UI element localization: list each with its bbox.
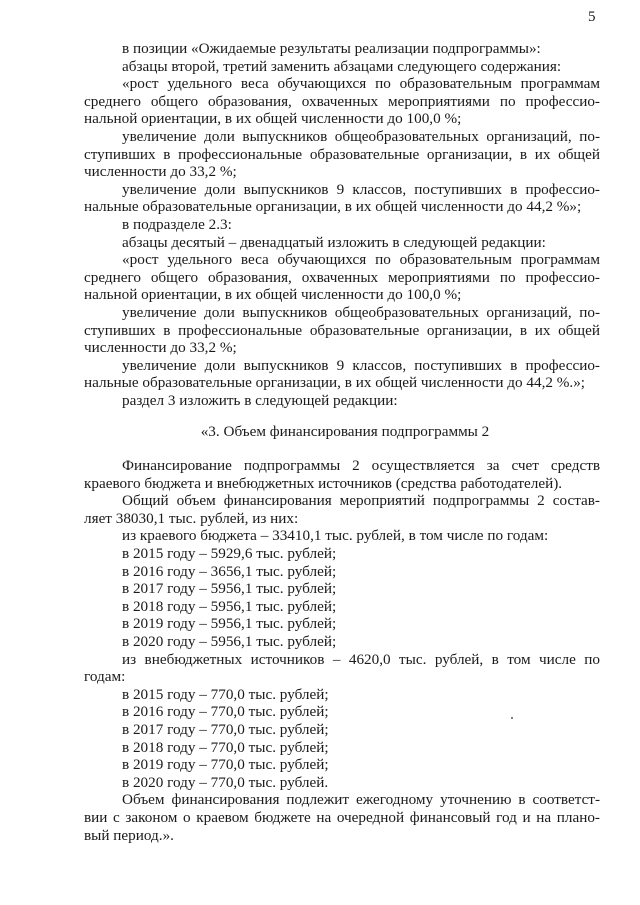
year-item: в 2018 году – 5956,1 тыс. рублей; (122, 597, 337, 615)
paragraph-line: численности до 33,2 %; (84, 339, 237, 357)
section-heading: «3. Объем финансирования подпрограммы 2 (200, 423, 490, 441)
page-number: 5 (588, 9, 596, 25)
paragraph: из краевого бюджета – 33410,1 тыс. рублей, в том числе по годам: (122, 527, 549, 545)
paragraph-line: годам: (84, 668, 126, 686)
paragraph-line: увеличение доли выпускников общеобразовательных организаций, по- (122, 303, 600, 321)
paragraph-line: ступивших в профессиональные образовательные организации, в их общей (84, 321, 600, 339)
paragraph-line: ступивших в профессиональные образовательные организации, в их общей (84, 145, 600, 163)
paragraph-line: увеличение доли выпускников 9 классов, поступивших в профессио- (122, 356, 600, 374)
paragraph-line: вии с законом о краевом бюджете на очередной финансовый год и на плано- (84, 808, 600, 826)
year-item: в 2019 году – 770,0 тыс. рублей; (122, 756, 329, 774)
paragraph-line: увеличение доли выпускников общеобразовательных организаций, по- (122, 127, 600, 145)
paragraph-line: ляет 38030,1 тыс. рублей, из них: (84, 509, 299, 527)
paragraph: в позиции «Ожидаемые результаты реализации подпрограммы»: (122, 40, 541, 57)
paragraph-line: увеличение доли выпускников 9 классов, поступивших в профессио- (122, 180, 600, 198)
scan-speck (511, 717, 513, 719)
regional-budget-years (84, 545, 600, 651)
year-item: в 2017 году – 770,0 тыс. рублей; (122, 720, 329, 738)
extra-budget-years (84, 686, 600, 792)
paragraph-line: краевого бюджета и внебюджетных источников (средства работодателей). (84, 474, 563, 492)
year-item: в 2015 году – 770,0 тыс. рублей; (122, 685, 329, 703)
paragraph-line: «рост удельного веса обучающихся по образовательным программам (122, 75, 600, 93)
document-body (84, 40, 600, 844)
paragraph-line: из внебюджетных источников – 4620,0 тыс. рублей, в том числе по (122, 650, 600, 668)
paragraph-line: вый период.». (84, 826, 174, 844)
paragraph-line: Финансирование подпрограммы 2 осуществляется за счет средств (122, 457, 600, 475)
paragraph: абзацы второй, третий заменить абзацами следующего содержания: (122, 57, 562, 75)
paragraph-line: Общий объем финансирования мероприятий подпрограммы 2 состав- (122, 492, 600, 510)
year-item: в 2018 году – 770,0 тыс. рублей; (122, 738, 329, 756)
paragraph-line: «рост удельного веса обучающихся по образовательным программам (122, 251, 600, 269)
year-item: в 2016 году – 3656,1 тыс. рублей; (122, 562, 337, 580)
paragraph-line: среднего общего образования, охваченных мероприятиями по профессио- (84, 92, 600, 110)
paragraph-line: нальной ориентации, в их общей численности до 100,0 %; (84, 110, 462, 128)
paragraph: абзацы десятый – двенадцатый изложить в следующей редакции: (122, 233, 546, 251)
year-item: в 2015 году – 5929,6 тыс. рублей; (122, 545, 337, 563)
paragraph-line: нальные образовательные организации, в их общей численности до 44,2 %.»; (84, 374, 586, 392)
paragraph-line: нальные образовательные организации, в их общей численности до 44,2 %»; (84, 198, 582, 216)
paragraph-line: численности до 33,2 %; (84, 163, 237, 181)
paragraph-line: нальной ориентации, в их общей численности до 100,0 %; (84, 286, 462, 304)
paragraph: в подразделе 2.3: (122, 215, 232, 233)
paragraph-line: среднего общего образования, охваченных мероприятиями по профессио- (84, 268, 600, 286)
year-item: в 2020 году – 5956,1 тыс. рублей; (122, 633, 337, 650)
year-item: в 2016 году – 770,0 тыс. рублей; (122, 703, 329, 721)
year-item: в 2020 году – 770,0 тыс. рублей. (122, 773, 329, 791)
paragraph-line: Объем финансирования подлежит ежегодному уточнению в соответст- (122, 791, 600, 809)
year-item: в 2019 году – 5956,1 тыс. рублей; (122, 615, 337, 633)
paragraph: раздел 3 изложить в следующей редакции: (122, 391, 398, 409)
year-item: в 2017 году – 5956,1 тыс. рублей; (122, 580, 337, 598)
